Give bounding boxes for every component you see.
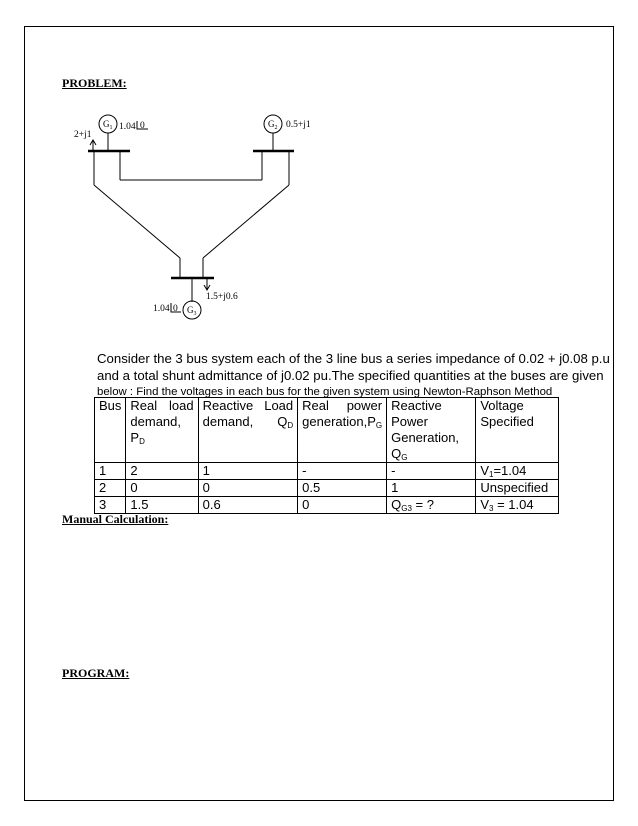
- header-reactive-generation: Reactive Power Generation, $Q_G$: [387, 398, 476, 463]
- header-bus: Bus: [95, 398, 126, 463]
- svg-text:G1: $G_1$: [103, 119, 113, 131]
- table-row: 3 1.5 0.6 0 $Q_{G3}$ = ? $V_3 = 1.04$: [95, 497, 559, 514]
- bus-3-voltage: 1.04: [153, 304, 170, 314]
- bus-1-voltage: 1.04: [119, 122, 136, 132]
- header-reactive-load: Reactive Load demand, $Q_D$: [198, 398, 298, 463]
- header-real-generation: Real power $generation,P_G$: [298, 398, 387, 463]
- svg-text:G3: $G_3$: [187, 305, 197, 317]
- bus-2-generation: 0.5+j1: [286, 120, 311, 130]
- description-line-2: and a total shunt admittance of j0.02 pu.The specified quantities at the buses are given: [97, 368, 604, 383]
- description-line-1: Consider the 3 bus system each of the 3 line bus a series impedance of 0.02 + j0.08 p.u: [97, 351, 610, 366]
- bus-3-load: 1.5+j0.6: [206, 292, 238, 302]
- description-line-3: below : Find the voltages in each bus for the given system using Newton-Raphson Method: [97, 386, 553, 398]
- manual-calculation-heading: Manual Calculation:: [62, 512, 169, 526]
- table-header-row: [95, 398, 559, 463]
- header-voltage: Voltage Specified: [476, 398, 559, 463]
- problem-heading: PROBLEM:: [62, 76, 127, 90]
- header-real-load: Real load demand, $P_D$: [126, 398, 198, 463]
- bus-3-angle: 0: [173, 304, 178, 314]
- table-row: 1 2 1 - - $V_1=1.04$: [95, 463, 559, 480]
- table-row: 2 0 0 0.5 1 Unspecified: [95, 480, 559, 497]
- bus-1-load: 2+j1: [74, 130, 92, 140]
- program-heading: PROGRAM:: [62, 666, 130, 680]
- bus-data-table: [94, 397, 559, 514]
- svg-text:G2: $G_2$: [268, 119, 278, 131]
- problem-description: [97, 350, 610, 401]
- bus-1-angle: 0: [140, 121, 145, 131]
